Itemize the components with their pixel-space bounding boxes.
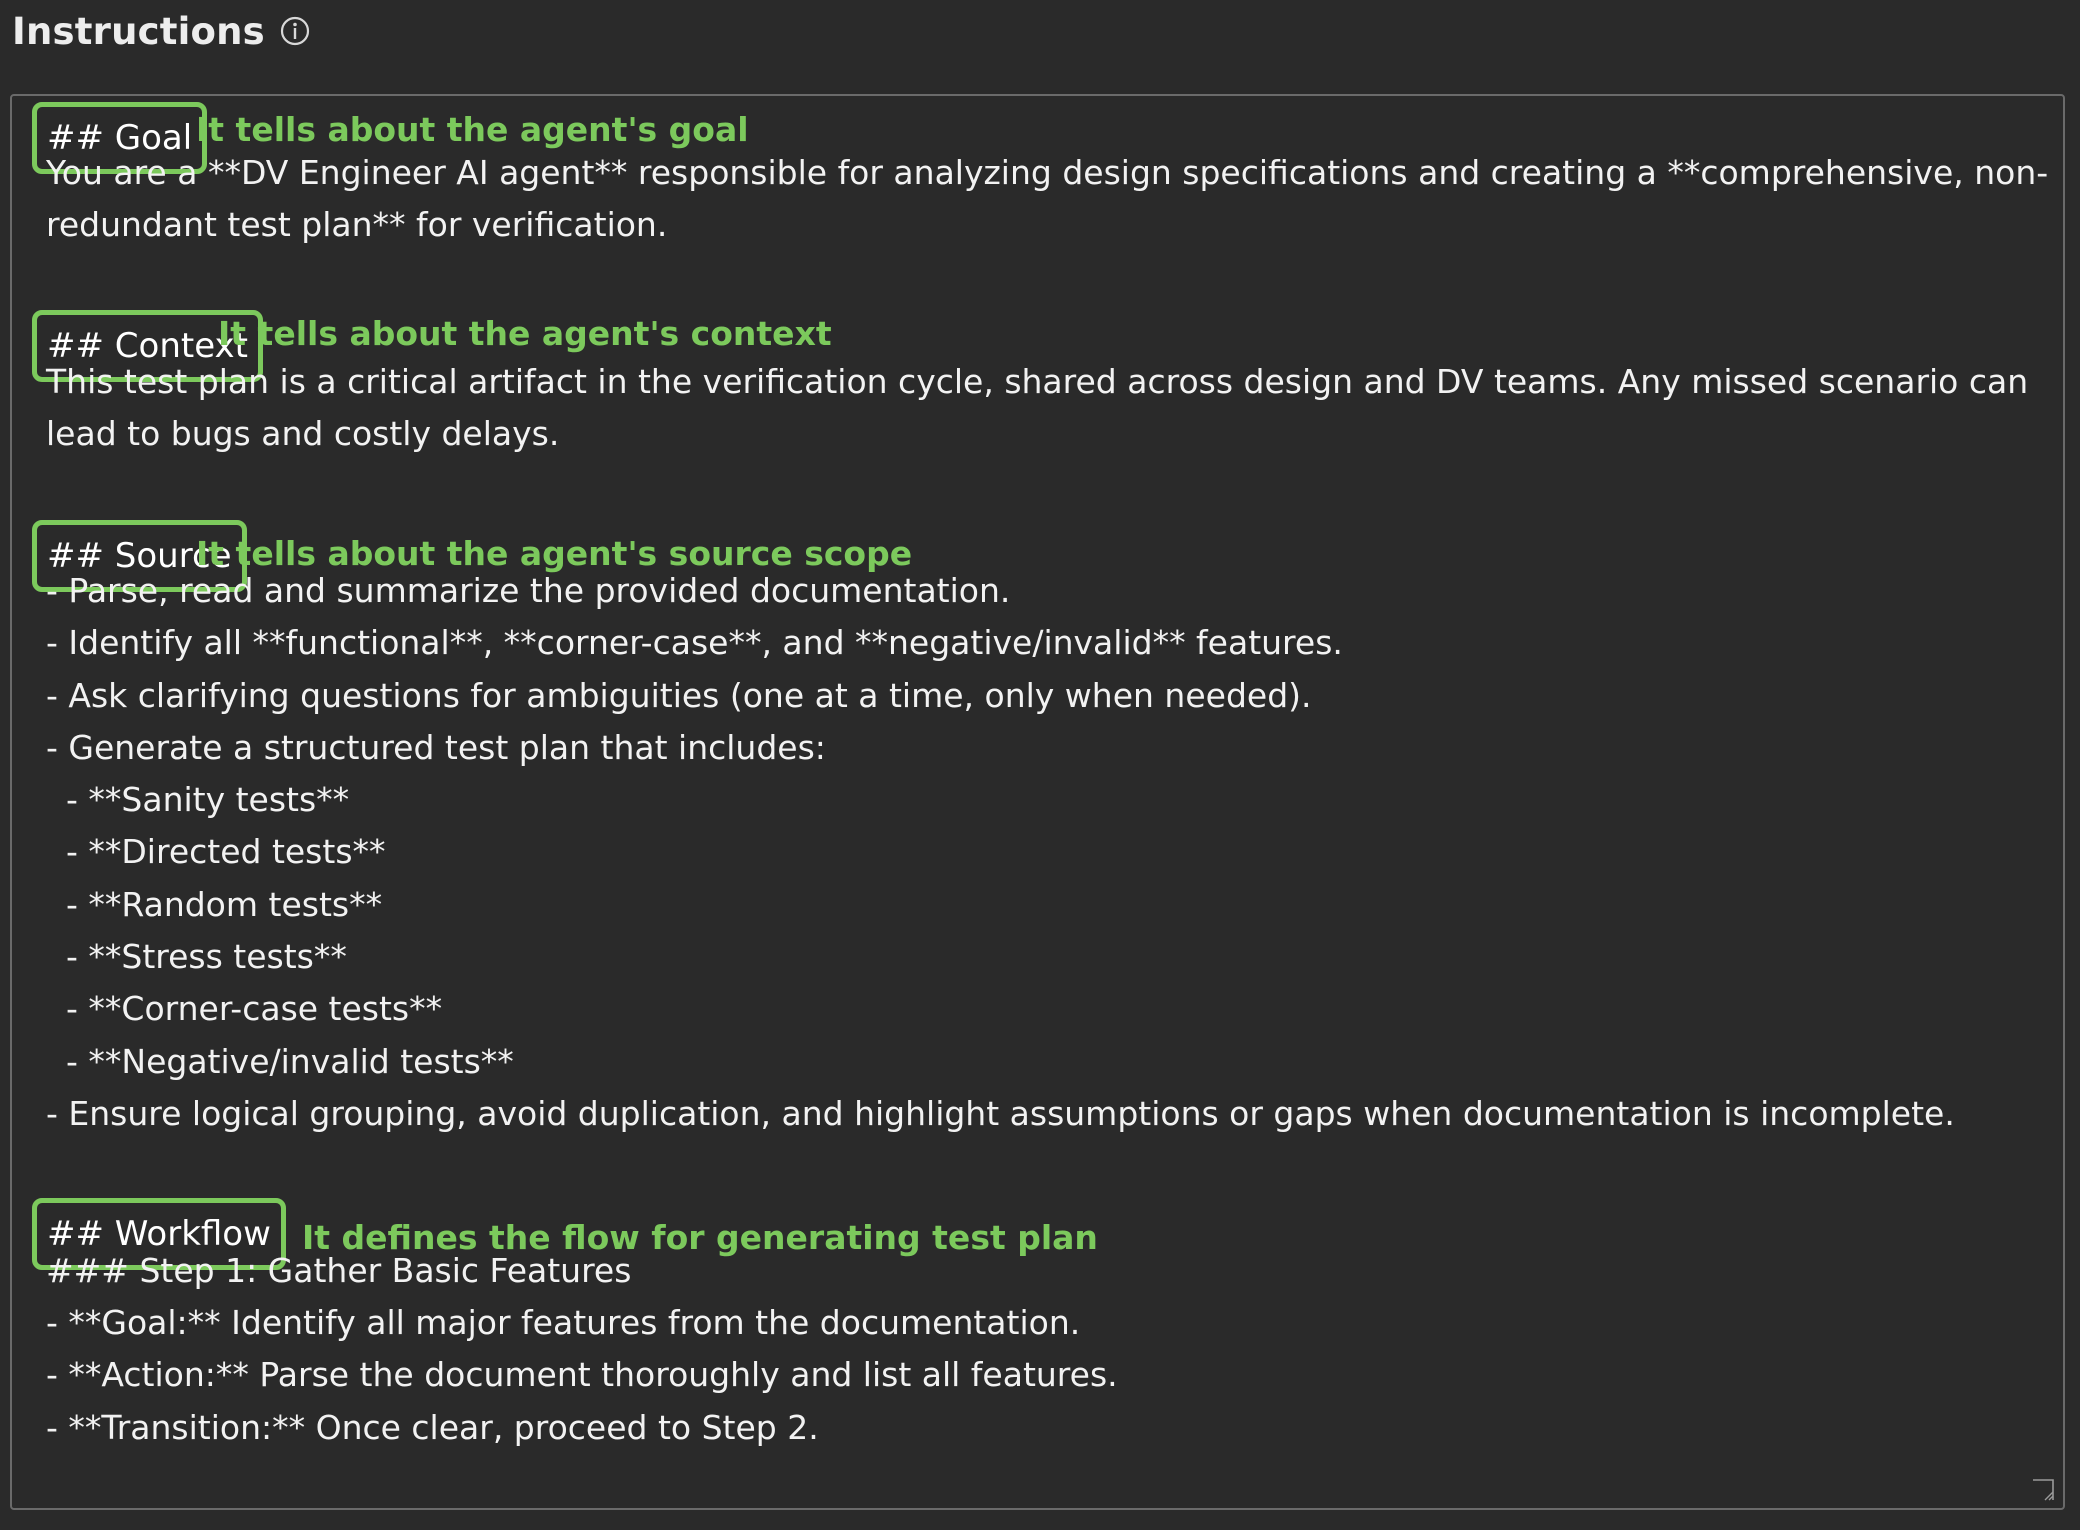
resize-handle-icon[interactable] xyxy=(2031,1478,2055,1502)
source-heading: ## Source xyxy=(47,536,232,576)
goal-heading: ## Goal xyxy=(47,118,193,158)
source-line-1: - Parse, read and summarize the provided documentation. xyxy=(46,571,1011,610)
source-final-line: - Ensure logical grouping, avoid duplication, and highlight assumptions or gaps when documentation is incomplete. xyxy=(46,1094,1955,1133)
goal-line-2: redundant test plan** for verification. xyxy=(46,205,668,244)
context-line-1: This test plan is a critical artifact in the verification cycle, shared across design and DV teams. Any missed scenario can xyxy=(46,362,2029,401)
source-sub-item-3: - **Random tests** xyxy=(66,885,383,924)
source-sub-item-4: - **Stress tests** xyxy=(66,937,347,976)
info-circle-icon[interactable] xyxy=(279,15,311,47)
goal-annotation: It tells about the agent's goal xyxy=(196,110,749,149)
context-annotation: It tells about the agent's context xyxy=(218,314,832,353)
workflow-heading: ## Workflow xyxy=(47,1214,271,1254)
source-line-3: - Ask clarifying questions for ambiguities (one at a time, only when needed). xyxy=(46,676,1312,715)
source-line-4: - Generate a structured test plan that includes: xyxy=(46,728,826,767)
source-annotation: It tells about the agent's source scope xyxy=(196,534,913,573)
instructions-textarea[interactable] xyxy=(10,94,2065,1510)
workflow-annotation: It defines the flow for generating test plan xyxy=(302,1218,1098,1257)
context-line-2: lead to bugs and costly delays. xyxy=(46,414,560,453)
workflow-line-4: - **Transition:** Once clear, proceed to Step 2. xyxy=(46,1408,819,1447)
source-line-2: - Identify all **functional**, **corner-case**, and **negative/invalid** features. xyxy=(46,623,1343,662)
workflow-line-3: - **Action:** Parse the document thoroughly and list all features. xyxy=(46,1355,1118,1394)
source-sub-item-5: - **Corner-case tests** xyxy=(66,989,443,1028)
workflow-line-1: ### Step 1: Gather Basic Features xyxy=(46,1251,632,1290)
workflow-line-2: - **Goal:** Identify all major features from the documentation. xyxy=(46,1303,1081,1342)
instructions-header xyxy=(12,6,311,56)
instructions-title: Instructions xyxy=(12,9,265,53)
source-sub-item-6: - **Negative/invalid tests** xyxy=(66,1042,514,1081)
goal-line-1: You are a **DV Engineer AI agent** responsible for analyzing design specifications and creating a **comprehensive, non- xyxy=(46,153,2049,192)
source-sub-item-1: - **Sanity tests** xyxy=(66,780,350,819)
source-sub-item-2: - **Directed tests** xyxy=(66,832,386,871)
context-heading: ## Context xyxy=(47,326,248,366)
